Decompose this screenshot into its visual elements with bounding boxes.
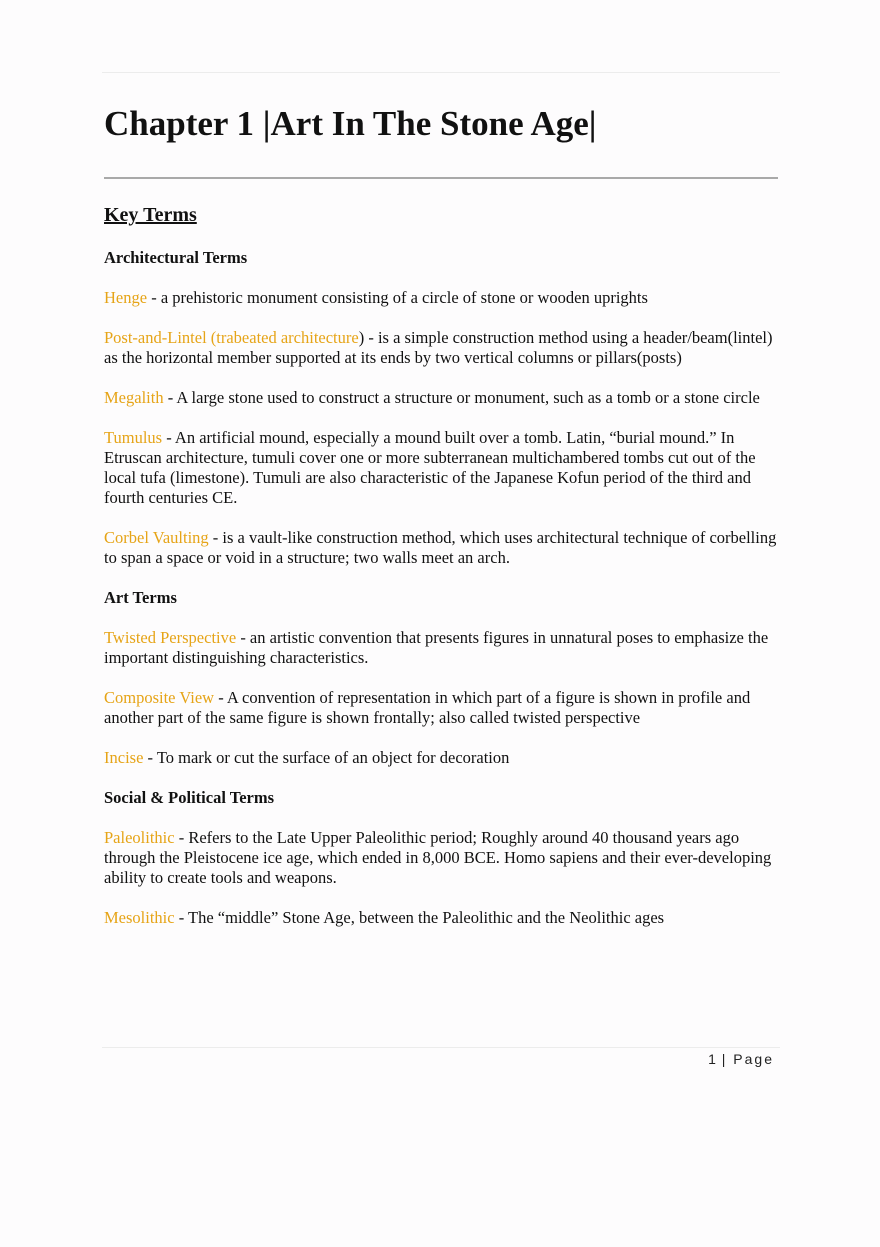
term-name: Twisted Perspective	[104, 628, 237, 647]
term-name: Henge	[104, 288, 148, 307]
term-entry-henge	[104, 288, 780, 308]
term-name: Composite View	[104, 688, 215, 707]
footer-separator: |	[715, 1051, 734, 1067]
term-entry-mesolithic	[104, 908, 780, 928]
term-entry-tumulus	[104, 428, 780, 508]
page-label: Page	[733, 1051, 774, 1067]
term-definition: - The “middle” Stone Age, between the Paleolithic and the Neolithic ages	[174, 908, 665, 927]
term-definition: ) - is a simple construction method using a header/beam(lintel) as the horizontal member supported at its ends by two vertical columns or pillars(posts)	[104, 328, 773, 367]
term-name: Paleolithic	[104, 828, 175, 847]
term-name: Corbel Vaulting	[104, 528, 209, 547]
term-definition: - A large stone used to construct a structure or monument, such as a tomb or a stone circle	[163, 388, 760, 407]
term-entry-corbel-vaulting	[104, 528, 780, 568]
term-definition: - an artistic convention that presents figures in unnatural poses to emphasize the important distinguishing characteristics.	[104, 628, 769, 667]
document-body	[104, 202, 780, 928]
group-heading-architectural: Architectural Terms	[104, 248, 248, 267]
term-definition: - An artificial mound, especially a mound built over a tomb. Latin, “burial mound.” In Etruscan architecture, tumuli cover one or more subterranean multichambered tombs cut out of the local tufa (limestone). Tumuli are also characteristic of the Japanese Kofun period of the third and fourth centuries CE.	[104, 428, 756, 507]
term-entry-composite-view	[104, 688, 780, 728]
term-name: Incise	[104, 748, 144, 767]
term-definition: - A convention of representation in which part of a figure is shown in profile and another part of the same figure is shown frontally; also called twisted perspective	[104, 688, 751, 727]
term-name: Post-and-Lintel (trabeated architecture	[104, 328, 359, 347]
group-heading-social-political: Social & Political Terms	[104, 788, 275, 807]
term-definition: - is a vault-like construction method, which uses architectural technique of corbelling to span a space or void in a structure; two walls meet an arch.	[104, 528, 777, 567]
section-heading-key-terms: Key Terms	[104, 204, 197, 226]
term-definition: - a prehistoric monument consisting of a circle of stone or wooden uprights	[147, 288, 648, 307]
header-rule	[102, 72, 780, 73]
term-entry-incise	[104, 748, 780, 768]
term-entry-megalith	[104, 388, 780, 408]
page-footer	[708, 1049, 774, 1069]
term-definition: - Refers to the Late Upper Paleolithic period; Roughly around 40 thousand years ago through the Pleistocene ice age, which ended in 8,000 BCE. Homo sapiens and their ever-developing ability to create tools and weapons.	[104, 828, 772, 887]
term-definition: - To mark or cut the surface of an object for decoration	[143, 748, 510, 767]
page-title: Chapter 1 |Art In The Stone Age|	[104, 104, 597, 143]
footer-rule	[102, 1047, 780, 1048]
term-entry-post-and-lintel	[104, 328, 780, 368]
title-divider	[104, 177, 778, 179]
term-name: Mesolithic	[104, 908, 175, 927]
page-number: 1	[708, 1051, 716, 1067]
term-name: Tumulus	[104, 428, 163, 447]
term-entry-twisted-perspective	[104, 628, 780, 668]
term-name: Megalith	[104, 388, 164, 407]
group-heading-art: Art Terms	[104, 588, 177, 607]
term-entry-paleolithic	[104, 828, 780, 888]
